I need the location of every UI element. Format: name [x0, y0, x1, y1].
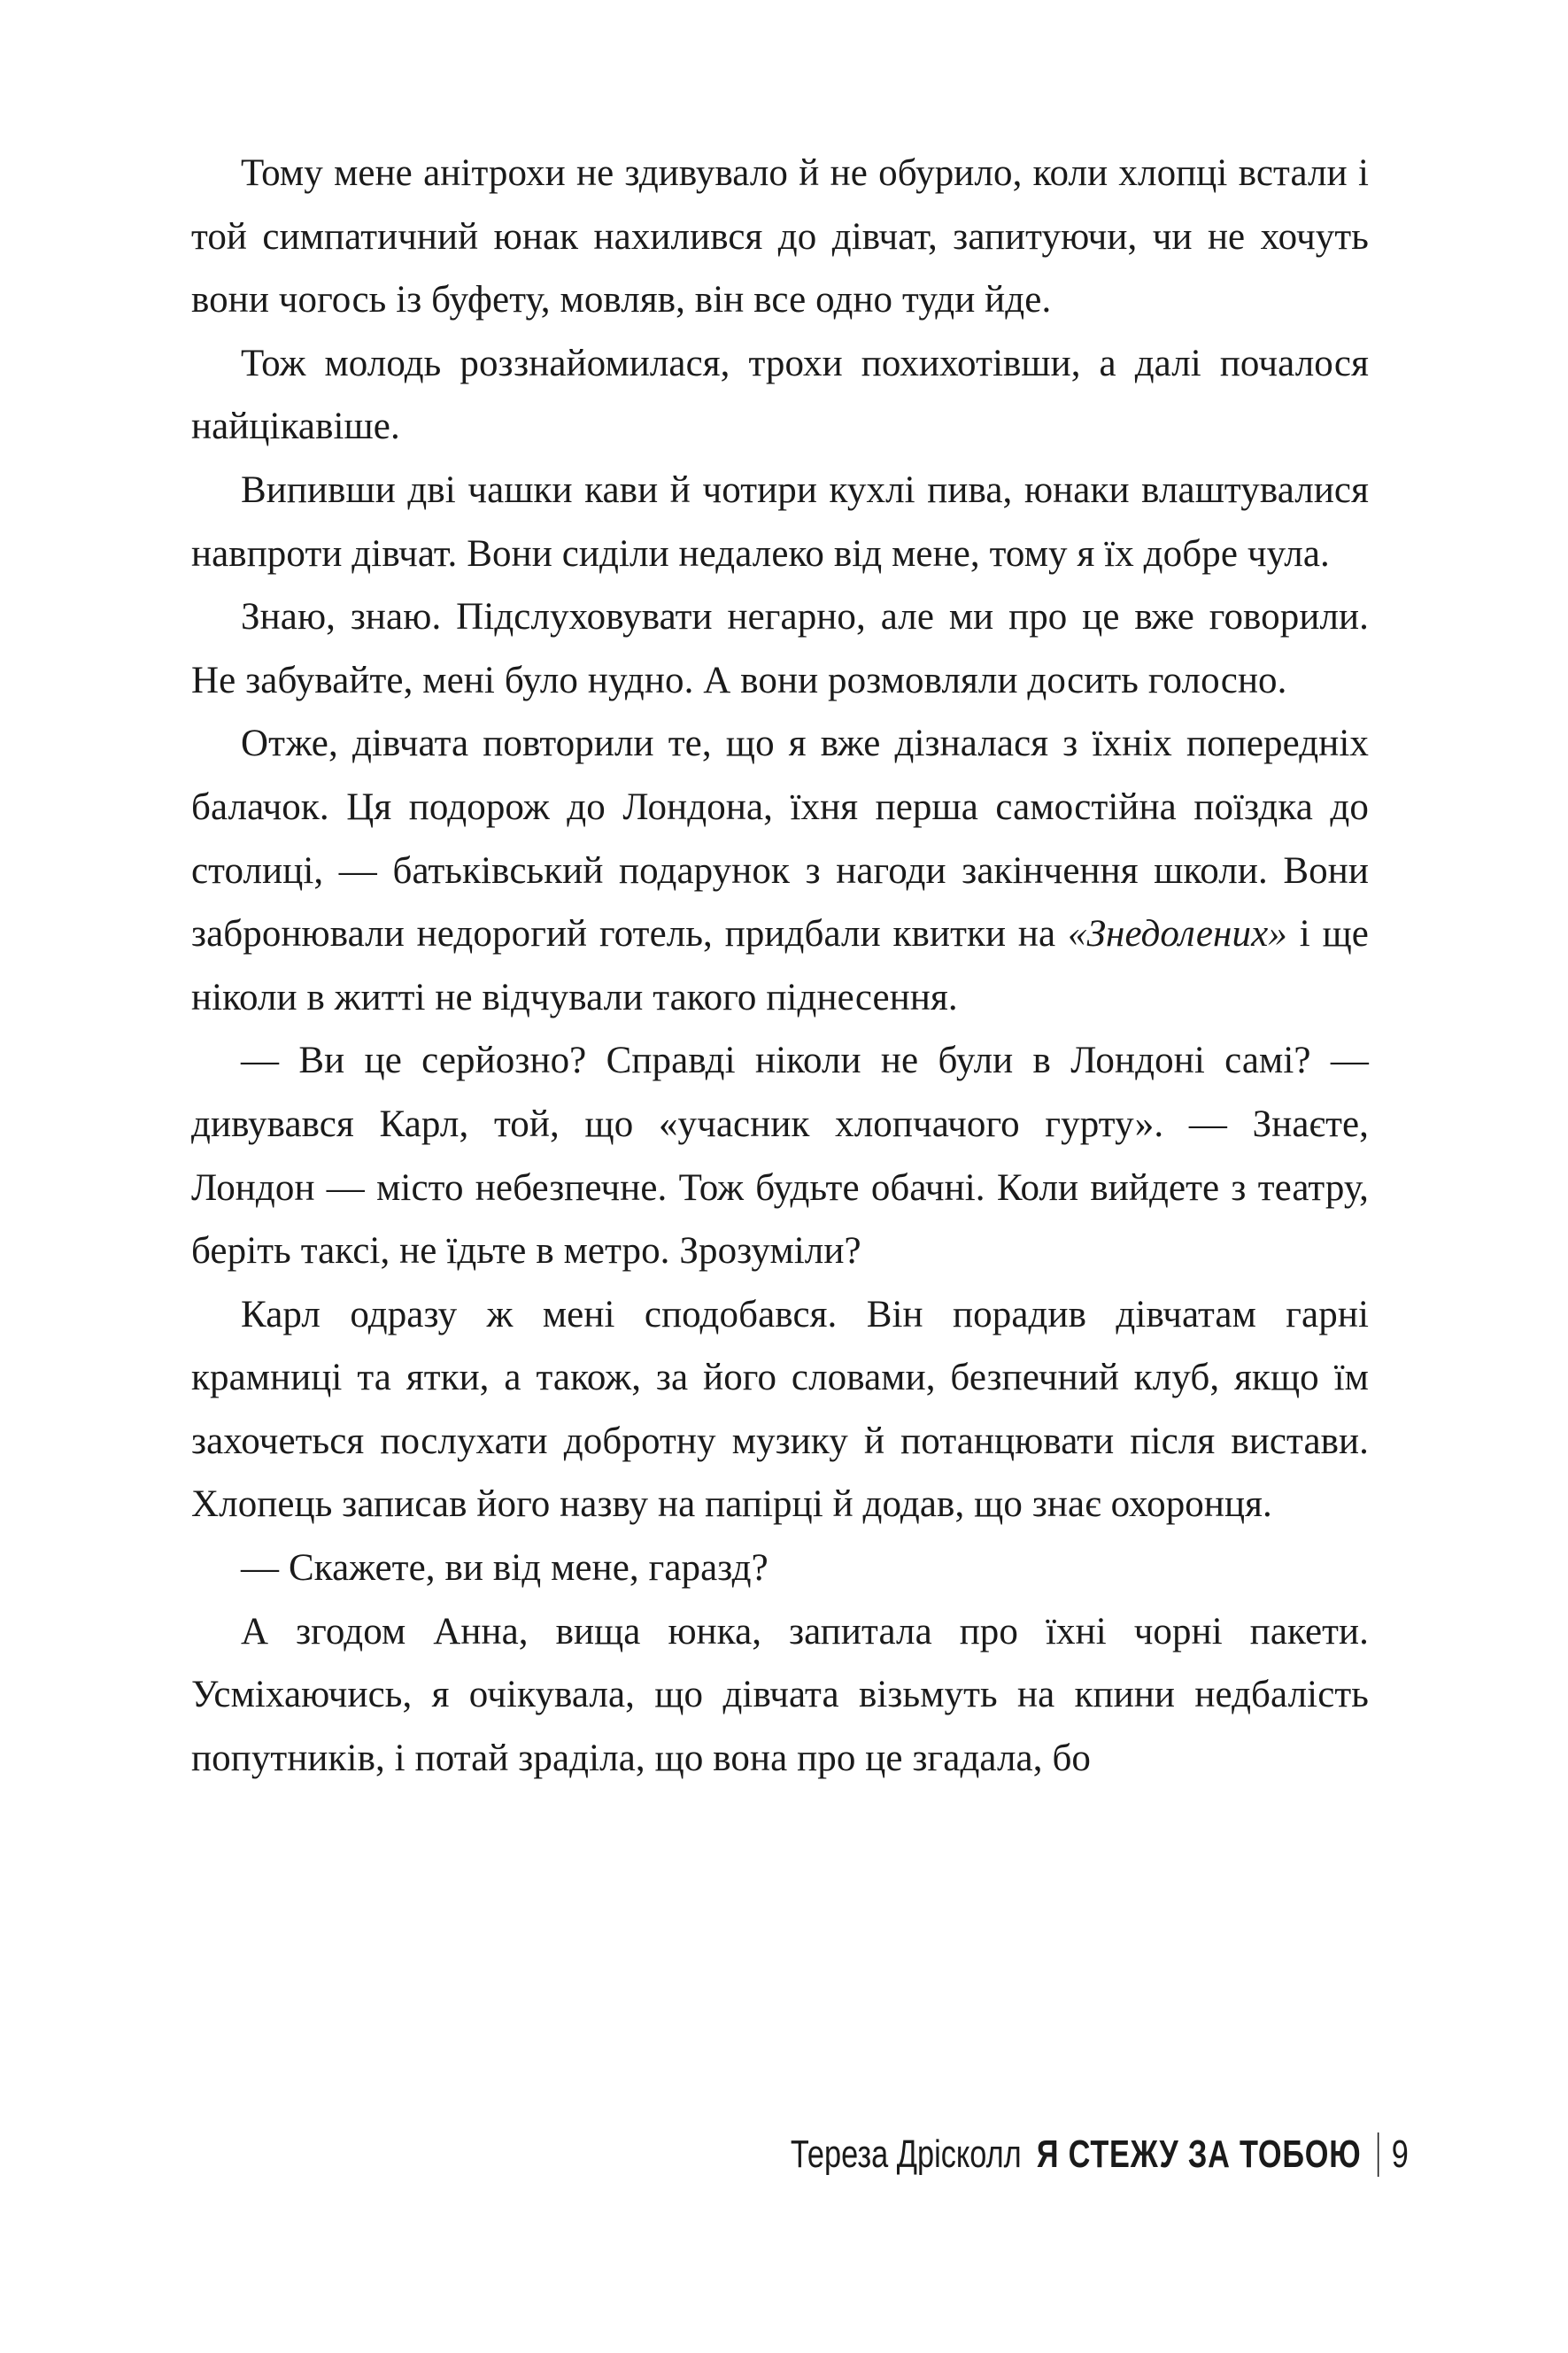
footer-book-title: Я СТЕЖУ ЗА ТОБОЮ	[1036, 2132, 1362, 2176]
page-number: 9	[1391, 2132, 1409, 2176]
paragraph-8: — Скажете, ви від мене, гаразд?	[241, 1547, 769, 1590]
paragraph-9: А згодом Анна, вища юнка, запитала про їхні чорні пакети. Усміхаючись, я очікувала, що дівчата візьмуть на кпини недбалість попутників, і потай зраділа, що вона про це згадала, бо	[191, 1610, 1369, 1779]
paragraph-7: Карл одразу ж мені сподобався. Він порадив дівчатам гарні крамниці та ятки, а також, за його словами, безпечний клуб, якщо їм захочеться послухати добротну музику й потанцювати після вистави. Хлопець записав його назву на папірці й додав, що знає охоронця.	[191, 1293, 1369, 1526]
paragraph-6: — Ви це серйозно? Справді ніколи не були в Лондоні самі? — дивувався Карл, той, що «учасник хлопчачого гурту». — Знаєте, Лондон — місто небезпечне. Тож будьте обачні. Коли вийдете з театру, беріть таксі, не їдьте в метро. Зрозуміли?	[191, 1040, 1369, 1273]
paragraph-2: Тож молодь роззнайомилася, трохи похихотівши, а далі почалося найцікавіше.	[191, 342, 1369, 448]
paragraph-5-text-b: і ще ніколи в житті не відчували такого піднесення.	[191, 913, 1369, 1018]
paragraph-5-text-a: Отже, дівчата повторили те, що я вже дізналася з їхніх попередніх балачок. Ця подорож до Лондона, їхня перша самостійна поїздка до столиці, — батьківський подарунок з нагоди закінчення школи. Вони забронювали недорогий готель, придбали квитки на	[191, 723, 1369, 956]
footer-author: Тереза Дрісколл	[790, 2132, 1022, 2176]
footer-separator	[1378, 2132, 1379, 2177]
body-text	[191, 142, 1369, 1790]
italic-title-les-miserables: «Знедолених»	[1068, 913, 1287, 956]
paragraph-1: Тому мене анітрохи не здивувало й не обурило, коли хлопці встали і той симпатичний юнак нахилився до дівчат, запитуючи, чи не хочуть вони чогось із буфету, мовляв, він все одно туди йде.	[191, 152, 1369, 321]
paragraph-4: Знаю, знаю. Підслуховувати негарно, але ми про це вже говорили. Не забувайте, мені було нудно. А вони розмовляли досить голосно.	[191, 596, 1369, 701]
paragraph-5	[191, 712, 1369, 1029]
paragraph-3: Випивши дві чашки кави й чотири кухлі пива, юнаки влаштувалися навпроти дівчат. Вони сиділи недалеко від мене, тому я їх добре чула.	[191, 468, 1369, 575]
running-footer	[791, 2124, 1409, 2186]
